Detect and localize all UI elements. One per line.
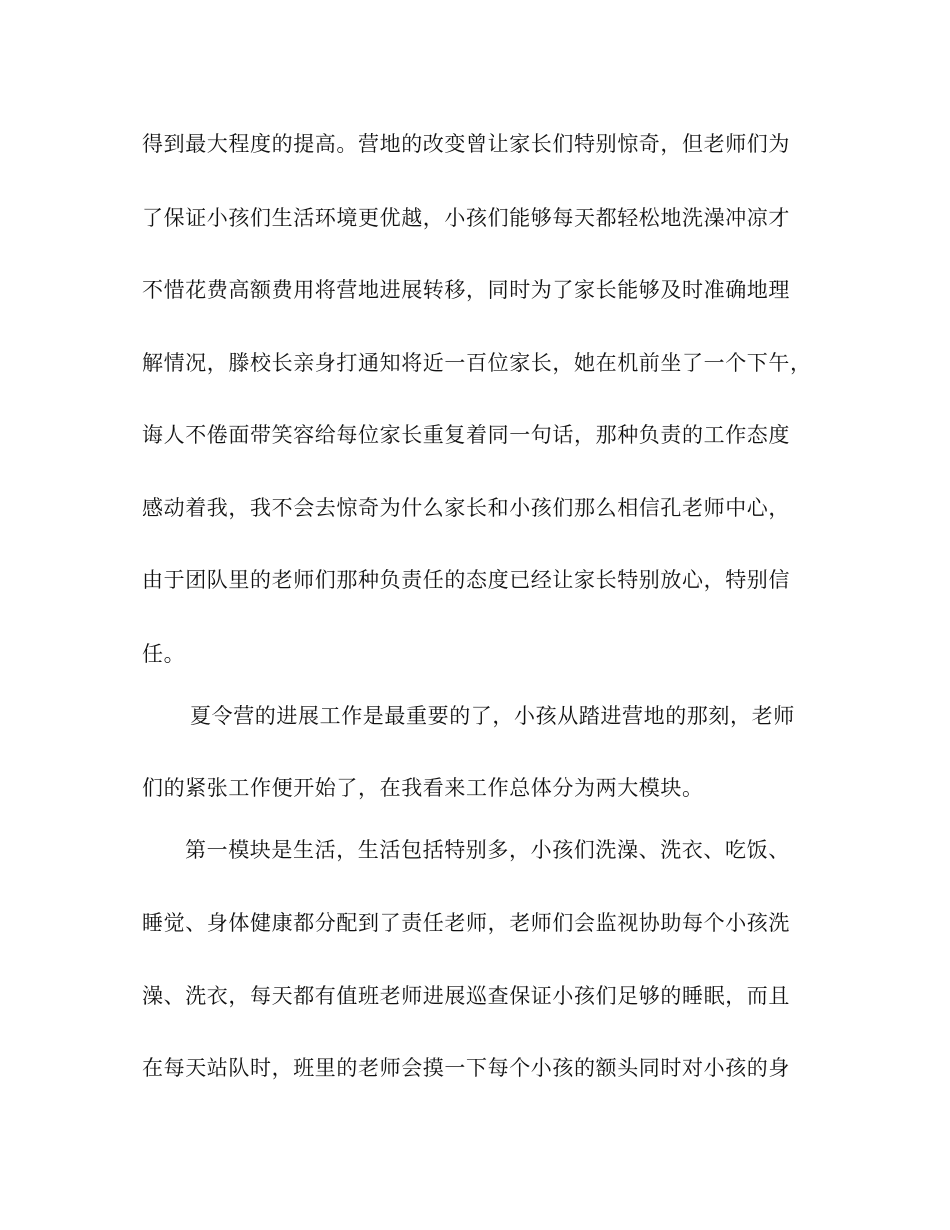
body-text-line: 诲人不倦面带笑容给每位家长重复着同一句话，那种负责的工作态度 [142, 423, 790, 447]
body-text-line: 睡觉、身体健康都分配到了责任老师，老师们会监视协助每个小孩洗 [142, 911, 790, 935]
body-text-line: 们的紧张工作便开始了，在我看来工作总体分为两大模块。 [142, 776, 704, 800]
body-text-line: 任。 [142, 642, 186, 666]
body-text-line: 得到最大程度的提高。营地的改变曾让家长们特别惊奇，但老师们为 [142, 132, 790, 156]
body-text-line: 了保证小孩们生活环境更优越，小孩们能够每天都轻松地洗澡冲凉才 [142, 206, 790, 230]
body-text-line: 不惜花费高额费用将营地进展转移，同时为了家长能够及时准确地理 [142, 278, 790, 302]
paragraph-first-line: 第一模块是生活，生活包括特别多，小孩们洗澡、洗衣、吃饭、 [185, 838, 790, 862]
paragraph-first-line: 夏令营的进展工作是最重要的了，小孩从踏进营地的那刻，老师 [190, 704, 795, 728]
body-text-line: 感动着我，我不会去惊奇为什么家长和小孩们那么相信孔老师中心， [142, 496, 790, 520]
body-text-line: 在每天站队时，班里的老师会摸一下每个小孩的额头同时对小孩的身 [142, 1056, 790, 1080]
body-text-line: 解情况，滕校长亲身打通知将近一百位家长，她在机前坐了一个下午， [142, 351, 812, 375]
body-text-line: 澡、洗衣，每天都有值班老师进展巡查保证小孩们足够的睡眠，而且 [142, 984, 790, 1008]
body-text-line: 由于团队里的老师们那种负责任的态度已经让家长特别放心，特别信 [142, 568, 790, 592]
